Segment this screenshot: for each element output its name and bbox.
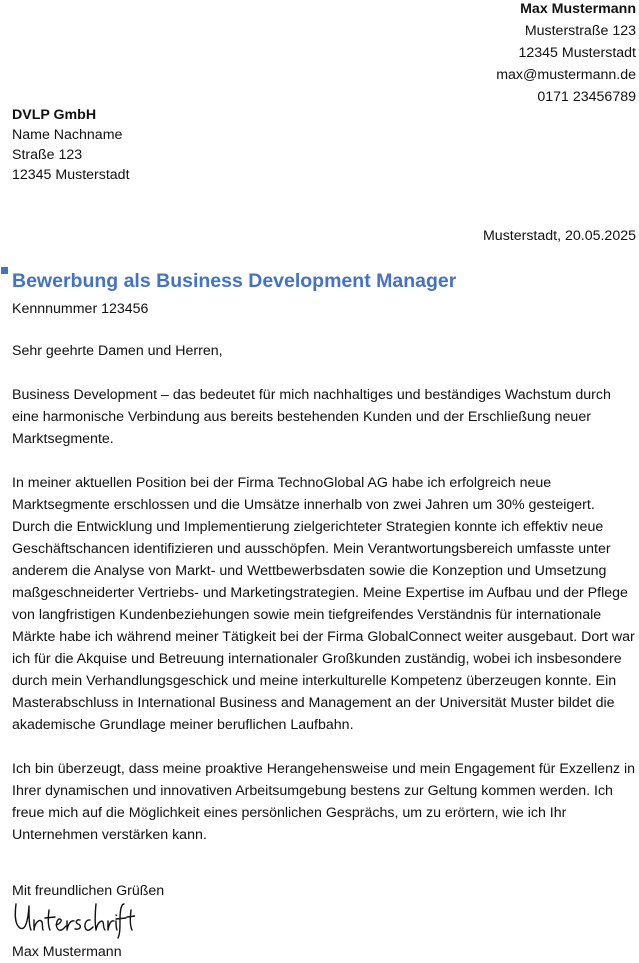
subject-marker [1,267,8,274]
signer-name: Max Mustermann [12,944,122,960]
recipient-contact: Name Nachname [12,127,123,143]
letter-date: Musterstadt, 20.05.2025 [482,228,636,244]
closing-phrase: Mit freundlichen Grüßen [12,883,165,899]
body-paragraph-1: Business Development – das bedeutet für mich nachhaltiges und beständiges Wachstum durch eine harmonische Verbindung aus bereits bestehenden Kunden und der Erschließung neuer Marktsegmente. [12,387,611,447]
reference-number: Kennnummer 123456 [12,301,149,317]
sender-address-block [496,0,636,108]
body-paragraph-3: Ich bin überzeugt, dass meine proaktive Herangehensweise und mein Engagement für Exzellenz in Ihrer dynamischen und innovativen Arbeitsumgebung bestens zur Geltung kommen werden. Ich freue mich auf die Möglichkeit eines persönlichen Gesprächs, um zu erörtern, wie ich Ihr Unternehmen verstärken kann. [12,761,636,843]
recipient-address-block [12,105,130,185]
letter-body [12,340,636,868]
body-paragraph-2: In meiner aktuellen Position bei der Firma TechnoGlobal AG habe ich erfolgreich neue Marktsegmente erschlossen und die Umsätze innerhalb von zwei Jahren um 30% gesteigert. Durch die Entwicklung und Implementierung zielgerichteter Strategien konnte ich effektiv neue Geschäftschancen identifizieren und ausschöpfen. Mein Verantwortungsbereich umfasste unter anderem die Analyse von Markt- und Wettbewerbsdaten sowie die Konzeption und Umsetzung maßgeschneiderter Vertriebs- und Marketingstrategien. Meine Expertise im Aufbau und der Pflege von langfristigen Kundenbeziehungen sowie mein tiefgreifendes Verständnis für internationale Märkte habe ich während meiner Tätigkeit bei der Firma GlobalConnect weiter ausgebaut. Dort war ich für die Akquise und Betreuung internationaler Großkunden zuständig, wobei ich insbesondere durch mein Verhandlungsgeschick und meine interkulturelle Kompetenz überzeugen konnte. Ein Masterabschluss in International Business and Management an der Universität Muster bildet die akademische Grundlage meiner beruflichen Laufbahn. [12,475,635,733]
recipient-street: Straße 123 [12,147,83,163]
salutation: Sehr geehrte Damen und Herren, [12,343,223,359]
handwritten-signature [10,898,135,940]
sender-email: max@mustermann.de [496,67,636,83]
letter-subject: Bewerbung als Business Development Manager [12,270,457,292]
sender-phone: 0171 23456789 [537,89,636,105]
sender-street: Musterstraße 123 [524,23,636,39]
recipient-city: 12345 Musterstadt [12,167,130,183]
sender-name: Max Mustermann [520,1,636,17]
recipient-company: DVLP GmbH [12,107,97,123]
sender-city: 12345 Musterstadt [518,45,636,61]
